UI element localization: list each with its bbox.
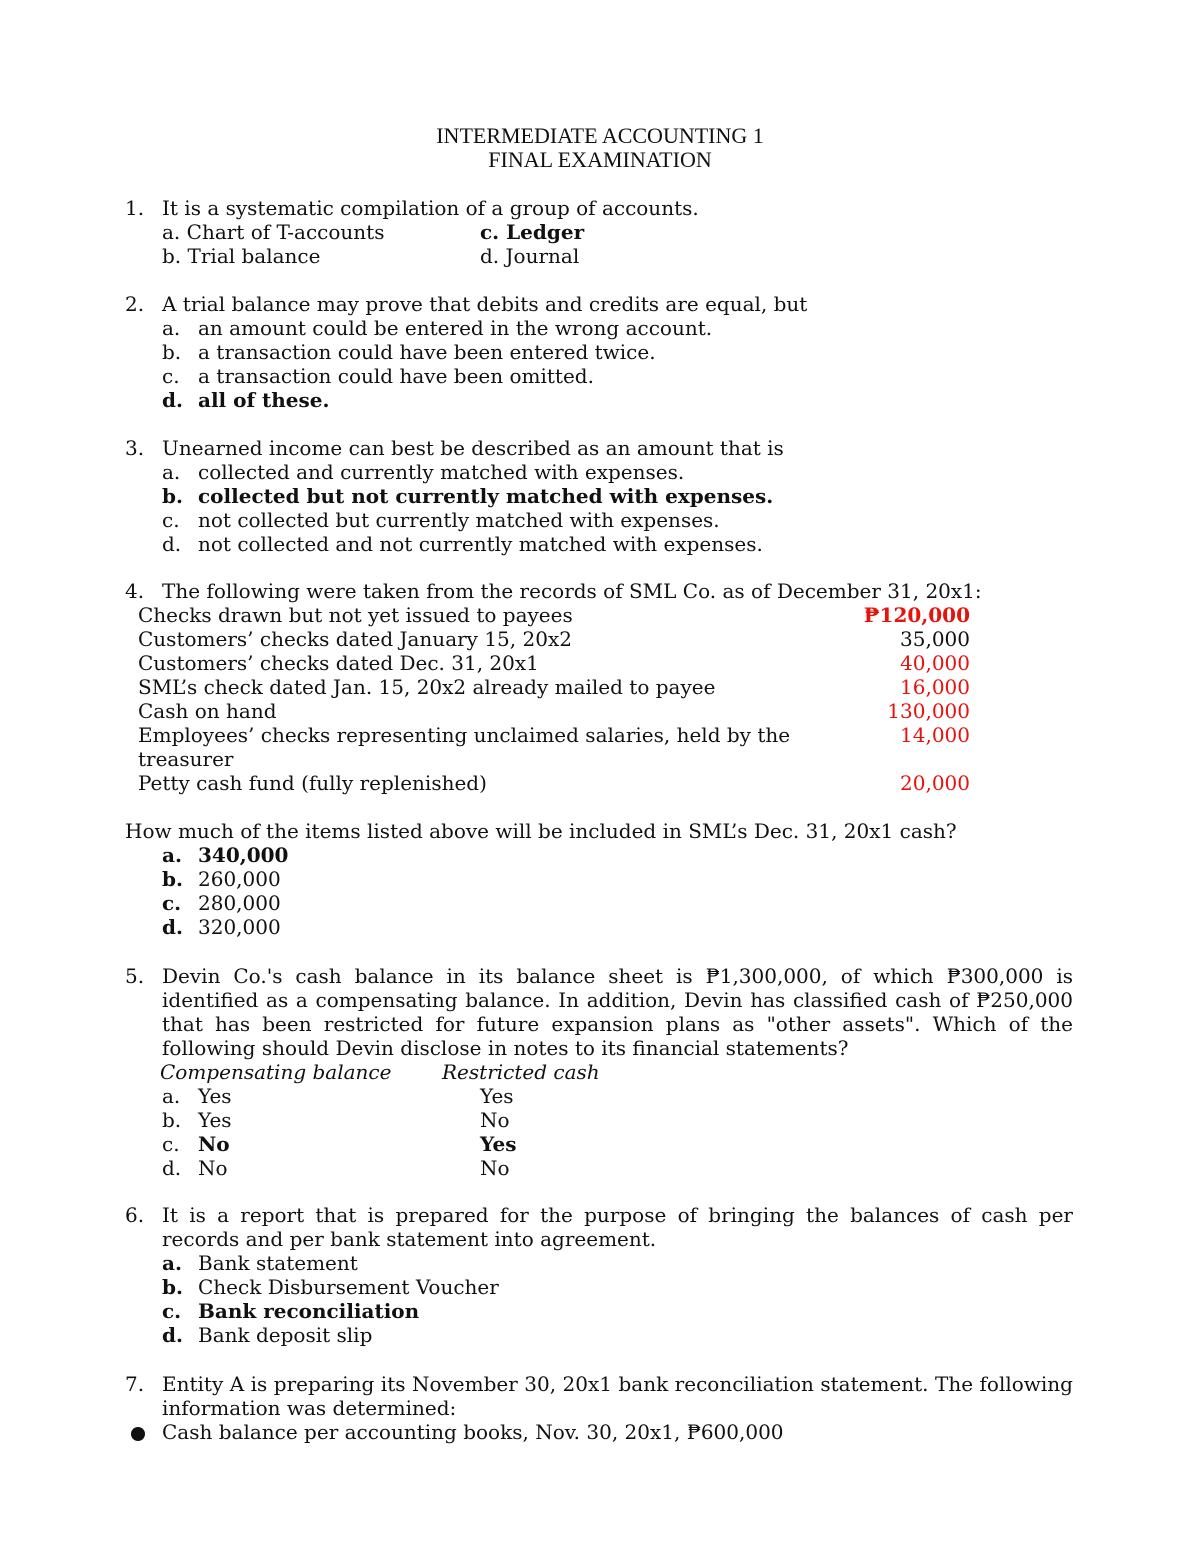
option-label: b.	[162, 340, 182, 364]
item-amount: 40,000	[900, 651, 970, 675]
column-header: Compensating balance	[160, 1060, 392, 1084]
option-label: d.	[162, 915, 183, 939]
item-amount: 20,000	[900, 771, 970, 795]
bullet-text: Cash balance per accounting books, Nov. 30, 20x1, ₱600,000	[162, 1420, 784, 1444]
item-description: Checks drawn but not yet issued to payees	[138, 603, 573, 627]
cash-item	[138, 603, 970, 627]
option-text: collected and currently matched with expenses.	[198, 460, 685, 484]
option-d: d. Journal	[480, 244, 580, 268]
question-number: 7.	[125, 1372, 145, 1396]
question-text: A trial balance may prove that debits and credits are equal, but	[162, 292, 808, 316]
option-text: 340,000	[198, 843, 289, 867]
cash-item	[138, 675, 970, 699]
option-b	[162, 484, 1073, 508]
bullet-item	[125, 1420, 1073, 1444]
option-label: c.	[162, 364, 180, 388]
item-amount: 130,000	[887, 699, 970, 723]
question-2	[125, 292, 1073, 412]
option-label: d.	[162, 1156, 182, 1180]
option-label: b.	[162, 1108, 182, 1132]
question-4	[125, 579, 1073, 603]
option-a	[162, 316, 1073, 340]
option-d	[162, 532, 1073, 556]
cash-item	[138, 723, 970, 771]
option-label: a.	[162, 1084, 181, 1108]
question-number: 4.	[125, 579, 145, 603]
cash-item	[138, 651, 970, 675]
cash-item	[138, 627, 970, 651]
item-amount: ₱120,000	[863, 603, 970, 627]
question-text: Devin Co.'s cash balance in its balance sheet is ₱1,300,000, of which ₱300,000 is identified as a compensating balance. In addition, Devin has classified cash of ₱250,000 that has been restricted for future expansion plans as "other assets". Which of the following should Devin disclose in notes to its financial statements?	[162, 964, 1073, 1060]
option-c	[162, 508, 1073, 532]
question-text: Unearned income can best be described as an amount that is	[162, 436, 784, 460]
option-d	[162, 1323, 1073, 1347]
cash-item	[138, 771, 970, 795]
option-c: c. Ledger	[480, 220, 585, 244]
item-amount: 35,000	[900, 627, 970, 651]
option-text: an amount could be entered in the wrong account.	[198, 316, 713, 340]
option-label: b.	[162, 484, 183, 508]
option-a	[162, 460, 1073, 484]
question-4-prompt	[125, 819, 1073, 939]
option-text: Check Disbursement Voucher	[198, 1275, 499, 1299]
item-description: Customers’ checks dated January 15, 20x2	[138, 627, 572, 651]
option-text: 280,000	[198, 891, 281, 915]
table-row	[162, 1084, 1073, 1108]
column-header: Restricted cash	[442, 1060, 600, 1084]
item-description: Cash on hand	[138, 699, 277, 723]
option-a	[162, 1251, 1073, 1275]
option-label: b.	[162, 1275, 183, 1299]
item-description: Customers’ checks dated Dec. 31, 20x1	[138, 651, 539, 675]
option-text: Bank deposit slip	[198, 1323, 373, 1347]
cell-compensating: No	[198, 1156, 228, 1180]
table-row	[162, 1108, 1073, 1132]
item-description: Petty cash fund (fully replenished)	[138, 771, 487, 795]
option-label: a.	[162, 460, 181, 484]
question-5	[125, 964, 1073, 1180]
option-b	[162, 1275, 1073, 1299]
option-text: not collected and not currently matched with expenses.	[198, 532, 763, 556]
cell-compensating: No	[198, 1132, 230, 1156]
option-c	[162, 364, 1073, 388]
question-1	[125, 196, 1073, 268]
option-label: b.	[162, 867, 183, 891]
option-label: d.	[162, 532, 182, 556]
option-label: a.	[162, 1251, 182, 1275]
option-b	[162, 867, 1073, 891]
option-label: d.	[162, 1323, 183, 1347]
cell-restricted: Yes	[480, 1132, 517, 1156]
option-label: d.	[162, 388, 183, 412]
option-text: 260,000	[198, 867, 281, 891]
question-number: 3.	[125, 436, 145, 460]
question-text: The following were taken from the records of SML Co. as of December 31, 20x1:	[162, 579, 982, 603]
cell-compensating: Yes	[198, 1084, 232, 1108]
option-text: all of these.	[198, 388, 330, 412]
question-number: 5.	[125, 964, 145, 988]
question-text: It is a report that is prepared for the purpose of bringing the balances of cash per records and per bank statement into agreement.	[162, 1203, 1073, 1251]
option-text: a transaction could have been entered twice.	[198, 340, 656, 364]
question-7	[125, 1372, 1073, 1420]
table-header	[162, 1060, 1073, 1084]
option-c	[162, 891, 1073, 915]
cell-restricted: No	[480, 1108, 510, 1132]
option-text: Bank statement	[198, 1251, 358, 1275]
question-text: How much of the items listed above will be included in SML’s Dec. 31, 20x1 cash?	[125, 819, 957, 843]
option-a: a. Chart of T-accounts	[162, 220, 385, 244]
exam-title: INTERMEDIATE ACCOUNTING 1	[436, 123, 764, 148]
item-amount: 14,000	[900, 723, 970, 747]
question-text: It is a systematic compilation of a group of accounts.	[162, 196, 699, 220]
item-amount: 16,000	[900, 675, 970, 699]
exam-subtitle: FINAL EXAMINATION	[488, 147, 712, 172]
option-text: 320,000	[198, 915, 281, 939]
cash-items-list	[138, 603, 970, 795]
option-label: c.	[162, 891, 182, 915]
question-number: 2.	[125, 292, 145, 316]
option-row	[162, 244, 1073, 268]
table-row	[162, 1156, 1073, 1180]
cash-item	[138, 699, 970, 723]
question-number: 6.	[125, 1203, 145, 1227]
question-6	[125, 1203, 1073, 1347]
option-text: Bank reconciliation	[198, 1299, 420, 1323]
option-label: c.	[162, 1132, 180, 1156]
question-number: 1.	[125, 196, 145, 220]
option-text: collected but not currently matched with expenses.	[198, 484, 774, 508]
option-d	[162, 388, 1073, 412]
option-b	[162, 340, 1073, 364]
cell-restricted: No	[480, 1156, 510, 1180]
option-label: c.	[162, 508, 180, 532]
option-row	[162, 220, 1073, 244]
cell-restricted: Yes	[480, 1084, 514, 1108]
item-description: SML’s check dated Jan. 15, 20x2 already mailed to payee	[138, 675, 716, 699]
table-row	[162, 1132, 1073, 1156]
option-text: a transaction could have been omitted.	[198, 364, 594, 388]
option-label: c.	[162, 1299, 182, 1323]
option-text: not collected but currently matched with expenses.	[198, 508, 720, 532]
option-a	[162, 843, 1073, 867]
bullet-icon	[131, 1427, 145, 1441]
question-text: Entity A is preparing its November 30, 20x1 bank reconciliation statement. The following information was determined:	[162, 1372, 1073, 1420]
option-label: a.	[162, 316, 181, 340]
item-description: Employees’ checks representing unclaimed salaries, held by the treasurer	[138, 723, 791, 771]
option-d	[162, 915, 1073, 939]
question-3	[125, 436, 1073, 556]
option-b: b. Trial balance	[162, 244, 321, 268]
option-label: a.	[162, 843, 182, 867]
cell-compensating: Yes	[198, 1108, 232, 1132]
option-c	[162, 1299, 1073, 1323]
